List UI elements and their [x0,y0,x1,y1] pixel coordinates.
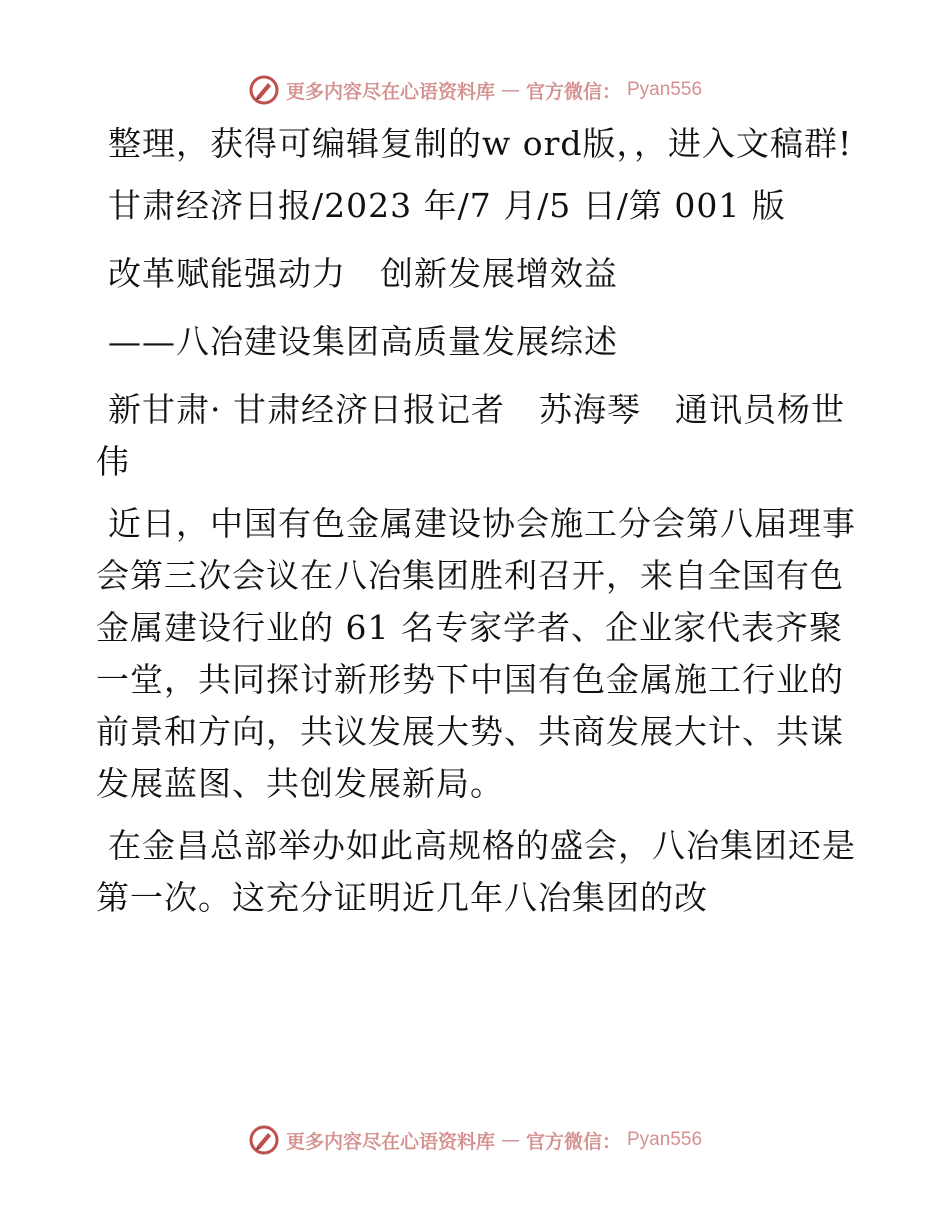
watermark-handle: Pyan556 [627,79,703,100]
source-line: 甘肃经济日报/2023 年/7 月/5 日/第 001 版 [108,186,786,225]
watermark-text: 更多内容尽在心语资料库 [285,80,495,103]
watermark-text: 更多内容尽在心语资料库 [285,1130,495,1153]
watermark-contact: 官方微信： [525,1130,621,1153]
byline: 新甘肃· 甘肃经济日报记者 苏海琴 通讯员杨世伟 [96,390,845,481]
document-body [96,118,856,934]
body-paragraph: 在金昌总部举办如此高规格的盛会，八冶集团还是第一次。这充分证明近几年八冶集团的改 [96,826,856,917]
watermark-group [248,1124,702,1156]
logo-icon [248,74,280,106]
watermark-group [248,74,702,106]
watermark-contact: 官方微信： [525,80,621,103]
body-paragraph: 近日，中国有色金属建设协会施工分会第八届理事会第三次会议在八冶集团胜利召开，来自全国有色金属建设行业的 61 名专家学者、企业家代表齐聚一堂，共同探讨新形势下中国有色金属施工行业的前景和方向，共议发展大势、共商发展大计、共谋发展蓝图、共创发展新局。 [96,504,856,803]
article-subtitle: ——八冶建设集团高质量发展综述 [108,322,618,361]
intro-line: 整理，获得可编辑复制的w ord版，，进入文稿群! [108,124,853,163]
header-watermark [0,70,950,110]
logo-icon [248,1124,280,1156]
watermark-separator: — [500,1129,520,1151]
watermark-separator: — [500,79,520,101]
article-title: 改革赋能强动力 创新发展增效益 [108,254,618,293]
watermark-handle: Pyan556 [627,1129,703,1150]
footer-watermark [0,1120,950,1160]
